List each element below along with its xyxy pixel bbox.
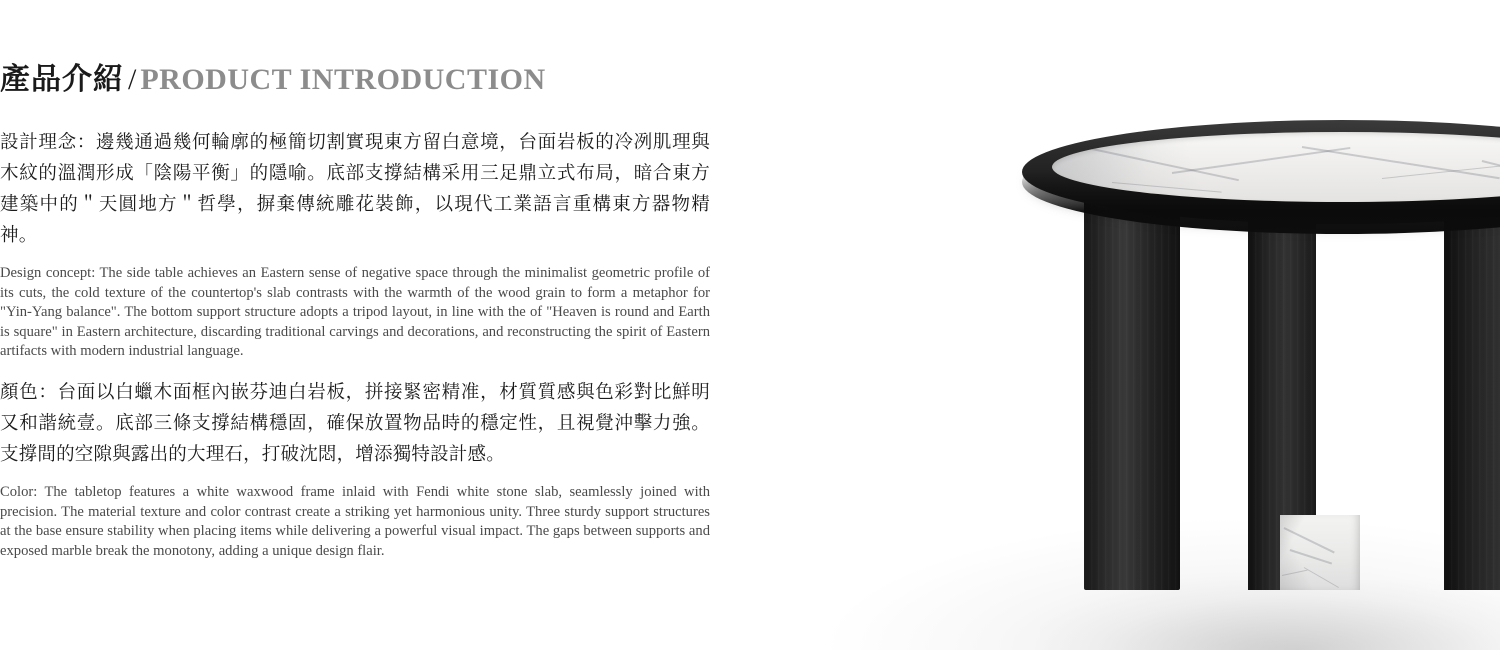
marble-vein <box>1304 567 1339 588</box>
section-color-cn: 顏色：台面以白蠟木面框內嵌芬迪白岩板，拼接緊密精准，材質質感與色彩對比鮮明又和諧統壹。底部三條支撐結構穩固，確保放置物品時的穩定性，且視覺沖擊力強。支撐間的空隙與露出的大理石，打破沈悶，增添獨特設計感。 <box>0 383 710 465</box>
section-design-concept-en: Design concept: The side table achieves an Eastern sense of negative space through the minimalist geometric profile of its cuts, the cold texture of the countertop's slab contrasts with the warmth of the wood grain to form a metaphor for "Yin-Yang balance". The bottom support structure adopts a tripod layout, in line with the of "Heaven is round and Earth is square" in Eastern architecture, discarding traditional carvings and decorations, and reconstructing the spirit of Eastern artifacts with modern industrial language. <box>0 265 710 360</box>
marble-vein <box>1290 549 1332 564</box>
page-title-cn: 產品介紹 <box>0 63 124 96</box>
product-photo <box>710 0 1500 650</box>
marble-vein <box>1282 570 1308 576</box>
tabletop <box>1022 120 1500 240</box>
floor-shadow-contact <box>1040 580 1500 650</box>
page-title-separator: / <box>128 63 137 96</box>
section-color-en: Color: The tabletop features a white waxwood frame inlaid with Fendi white stone slab, seamlessly joined with precision. The material texture and color contrast create a striking yet harmonious unity. Three sturdy support structures at the base ensure stability when placing items while delivering a powerful visual impact. The gaps between supports and exposed marble break the monotony, adding a unique design flair. <box>0 484 710 559</box>
page-title <box>0 62 546 98</box>
marble-vein <box>1302 146 1500 179</box>
section-design-concept <box>0 128 710 362</box>
section-design-concept-cn: 設計理念：邊幾通過幾何輪廓的極簡切割實現東方留白意境，台面岩板的冷冽肌理與木紋的溫潤形成「陰陽平衡」的隱喻。底部支撐結構采用三足鼎立式布局，暗合東方建築中的＂天圓地方＂哲學，摒棄傳統雕花裝飾，以現代工業語言重構東方器物精神。 <box>0 133 710 246</box>
side-table-illustration <box>1084 120 1500 590</box>
section-color <box>0 378 710 561</box>
page-title-en: PRODUCT INTRODUCTION <box>140 63 546 96</box>
marble-base-block <box>1280 515 1360 590</box>
